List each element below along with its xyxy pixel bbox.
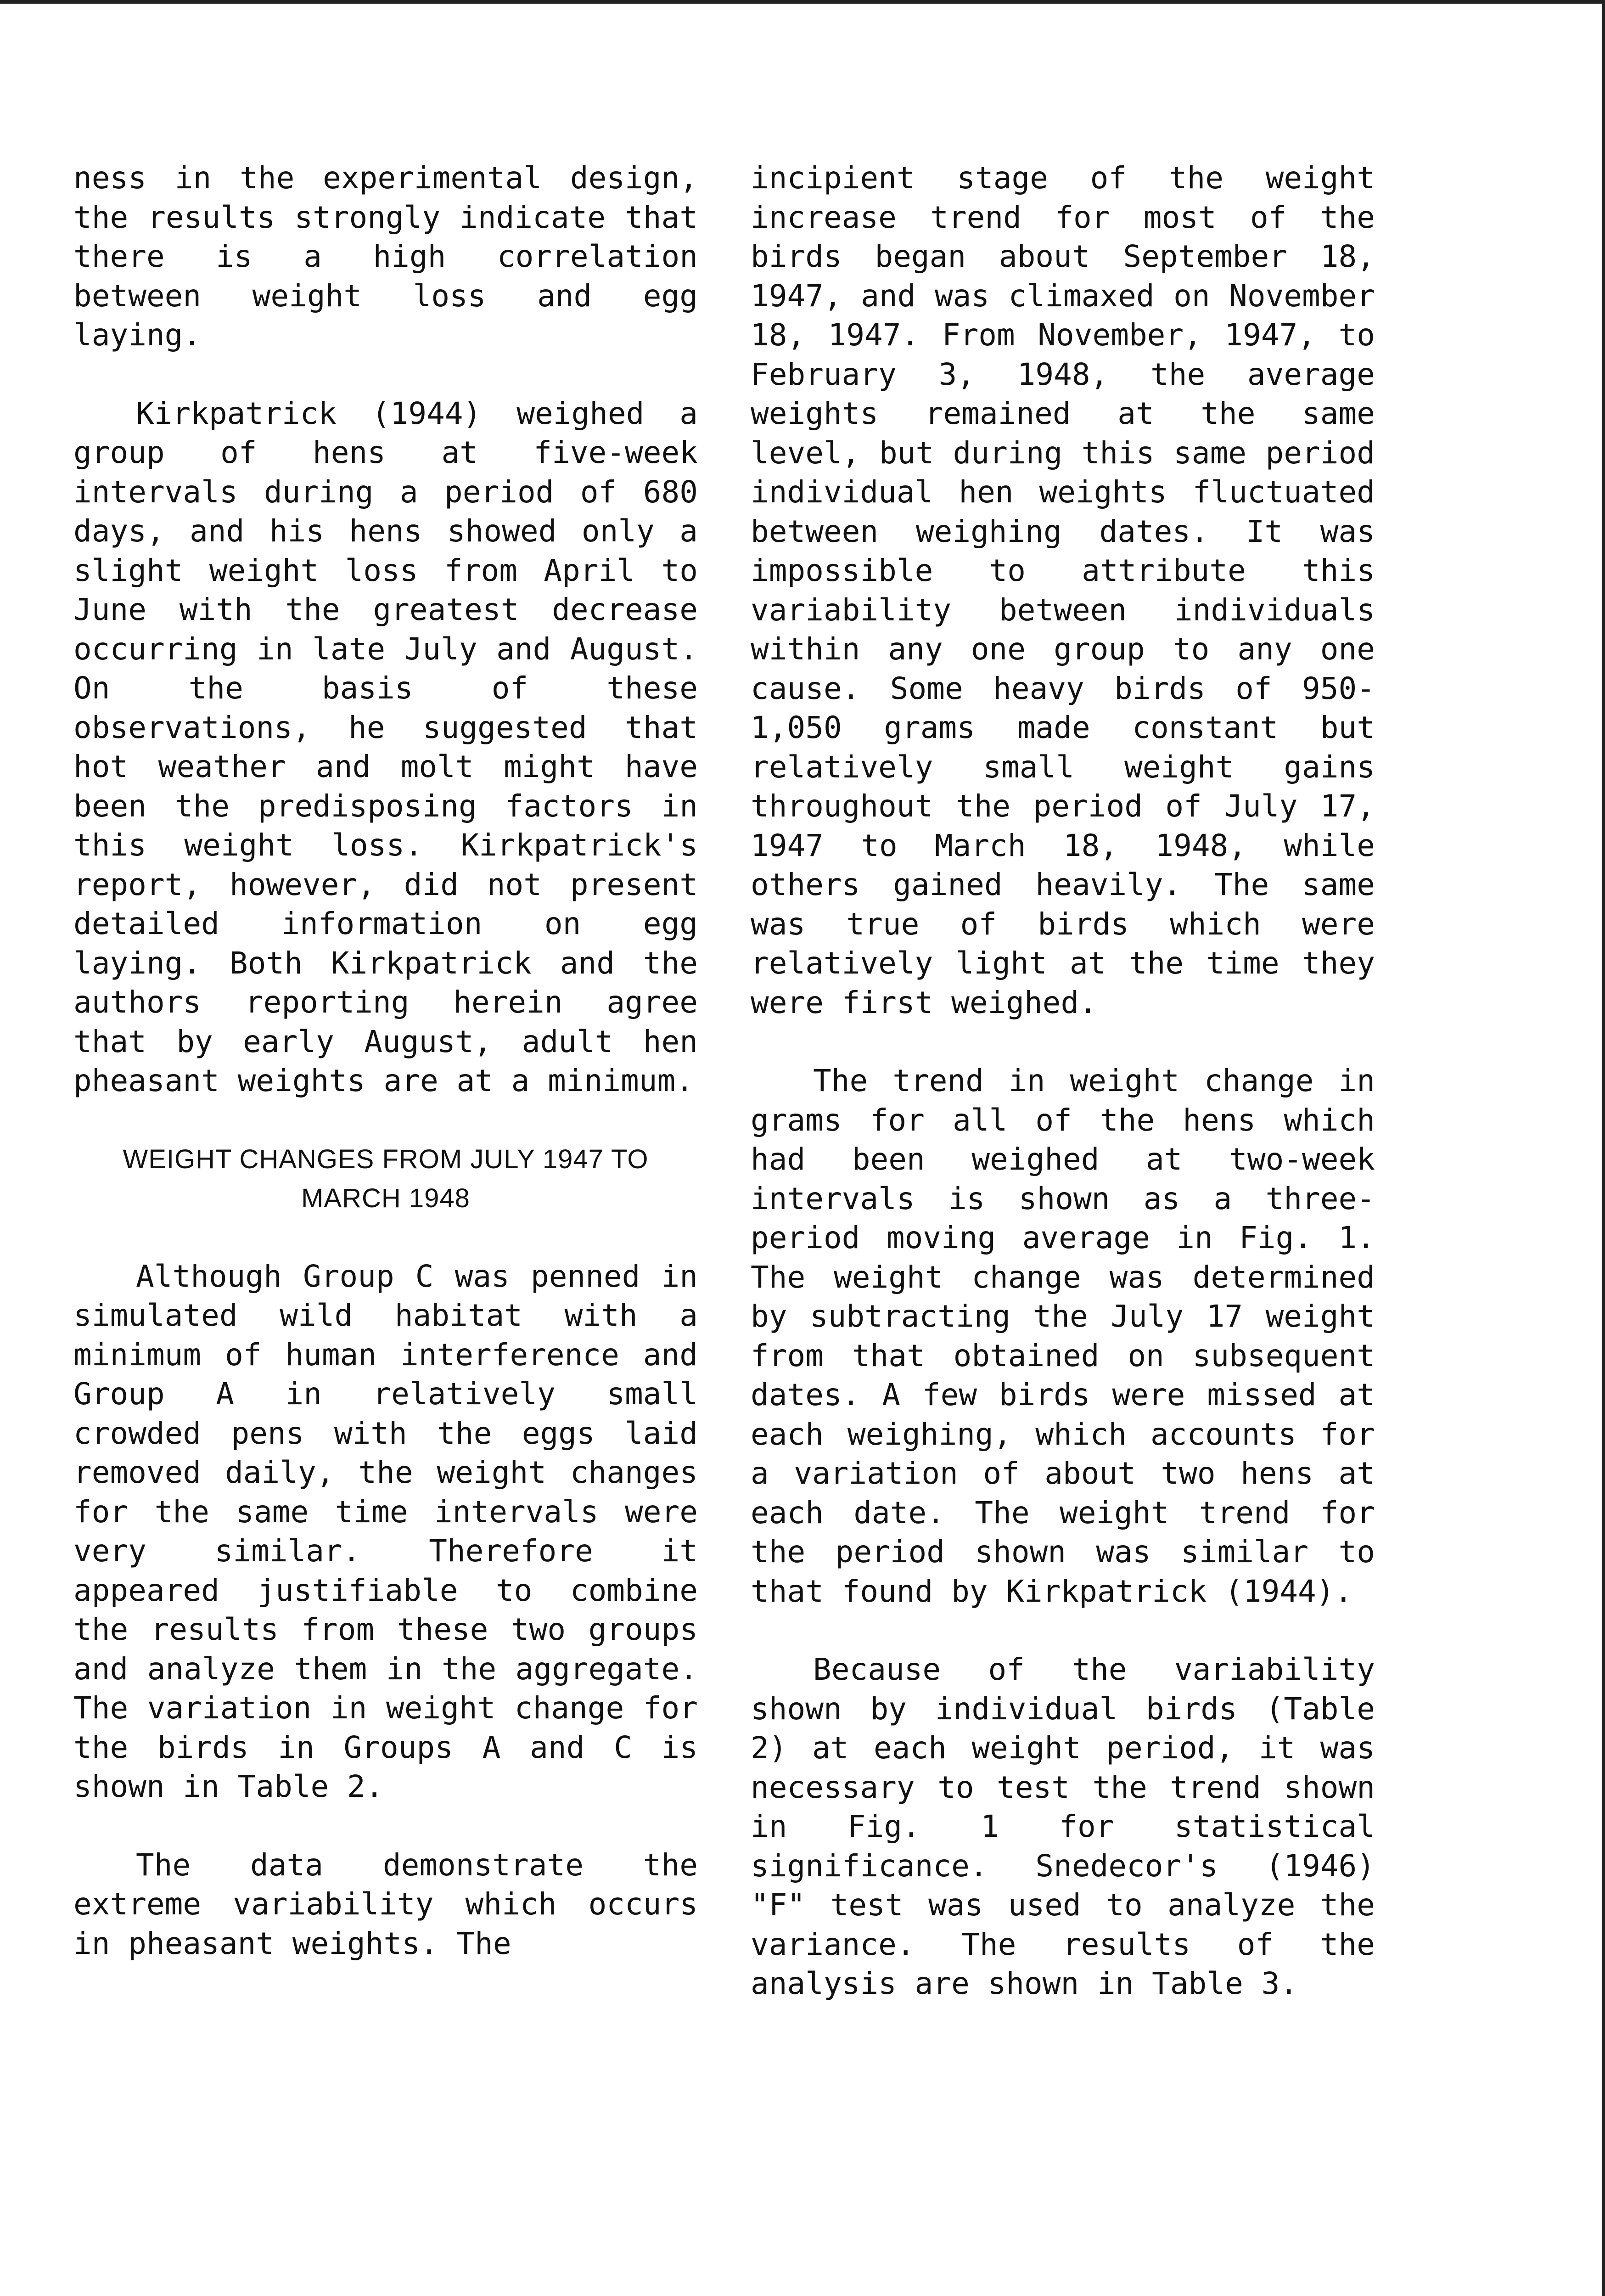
right-column [751, 158, 1375, 2043]
left-paragraph-2: Kirkpatrick (1944) weighed a group of hens at five-week intervals during a period of 680 days, and his hens showed only a slight weight loss from April to June with the greatest decrease occurring in late July and August. On the basis of these observations, he suggested that hot weather and molt might have been the predisposing factors in this weight loss. Kirkpatrick's report, however, did not present detailed information on egg laying. Both Kirkpatrick and the authors reporting herein agree that by early August, adult hen pheasant weights are at a minimum. [73, 395, 698, 1098]
left-paragraph-1: ness in the experimental design, the results strongly indicate that there is a high correlation between weight loss and egg laying. [73, 160, 698, 353]
left-paragraph-4: The data demonstrate the extreme variability which occurs in pheasant weights. The [73, 1847, 698, 1961]
section-heading: WEIGHT CHANGES FROM JULY 1947 TO MARCH 1948 [123, 1144, 649, 1213]
right-paragraph-1: incipient stage of the weight increase trend for most of the birds began about September 18, 1947, and was climaxed on November 18, 1947. From November, 1947, to February 3, 1948, the average weights remained at the same level, but during this same period individual hen weights fluctuated between weighing dates. It was impossible to attribute this variability between individuals within any one group to any one cause. Some heavy birds of 950-1,050 grams made constant but relatively small weight gains throughout the period of July 17, 1947 to March 18, 1948, while others gained heavily. The same was true of birds which were relatively light at the time they were first weighed. [751, 160, 1375, 1020]
left-column [73, 158, 698, 2002]
page-border-right [1602, 0, 1605, 2296]
page-border-top [0, 0, 1605, 4]
left-paragraph-3: Although Group C was penned in simulated wild habitat with a minimum of human interference and Group A in relatively small crowded pens with the eggs laid removed daily, the weight changes for the same time intervals were very similar. Therefore it appeared justifiable to combine the results from these two groups and analyze them in the aggregate. The variation in weight change for the birds in Groups A and C is shown in Table 2. [73, 1258, 698, 1804]
right-paragraph-3: Because of the variability shown by individual birds (Table 2) at each weight period, it was necessary to test the trend shown in Fig. 1 for statistical significance. Snedecor's (1946) "F" test was used to analyze the variance. The results of the analysis are shown in Table 3. [751, 1652, 1375, 2001]
right-paragraph-2: The trend in weight change in grams for all of the hens which had been weighed at two-week intervals is shown as a three-period moving average in Fig. 1. The weight change was determined by subtracting the July 17 weight from that obtained on subsequent dates. A few birds were missed at each weighing, which accounts for a variation of about two hens at each date. The weight trend for the period shown was similar to that found by Kirkpatrick (1944). [751, 1063, 1375, 1609]
